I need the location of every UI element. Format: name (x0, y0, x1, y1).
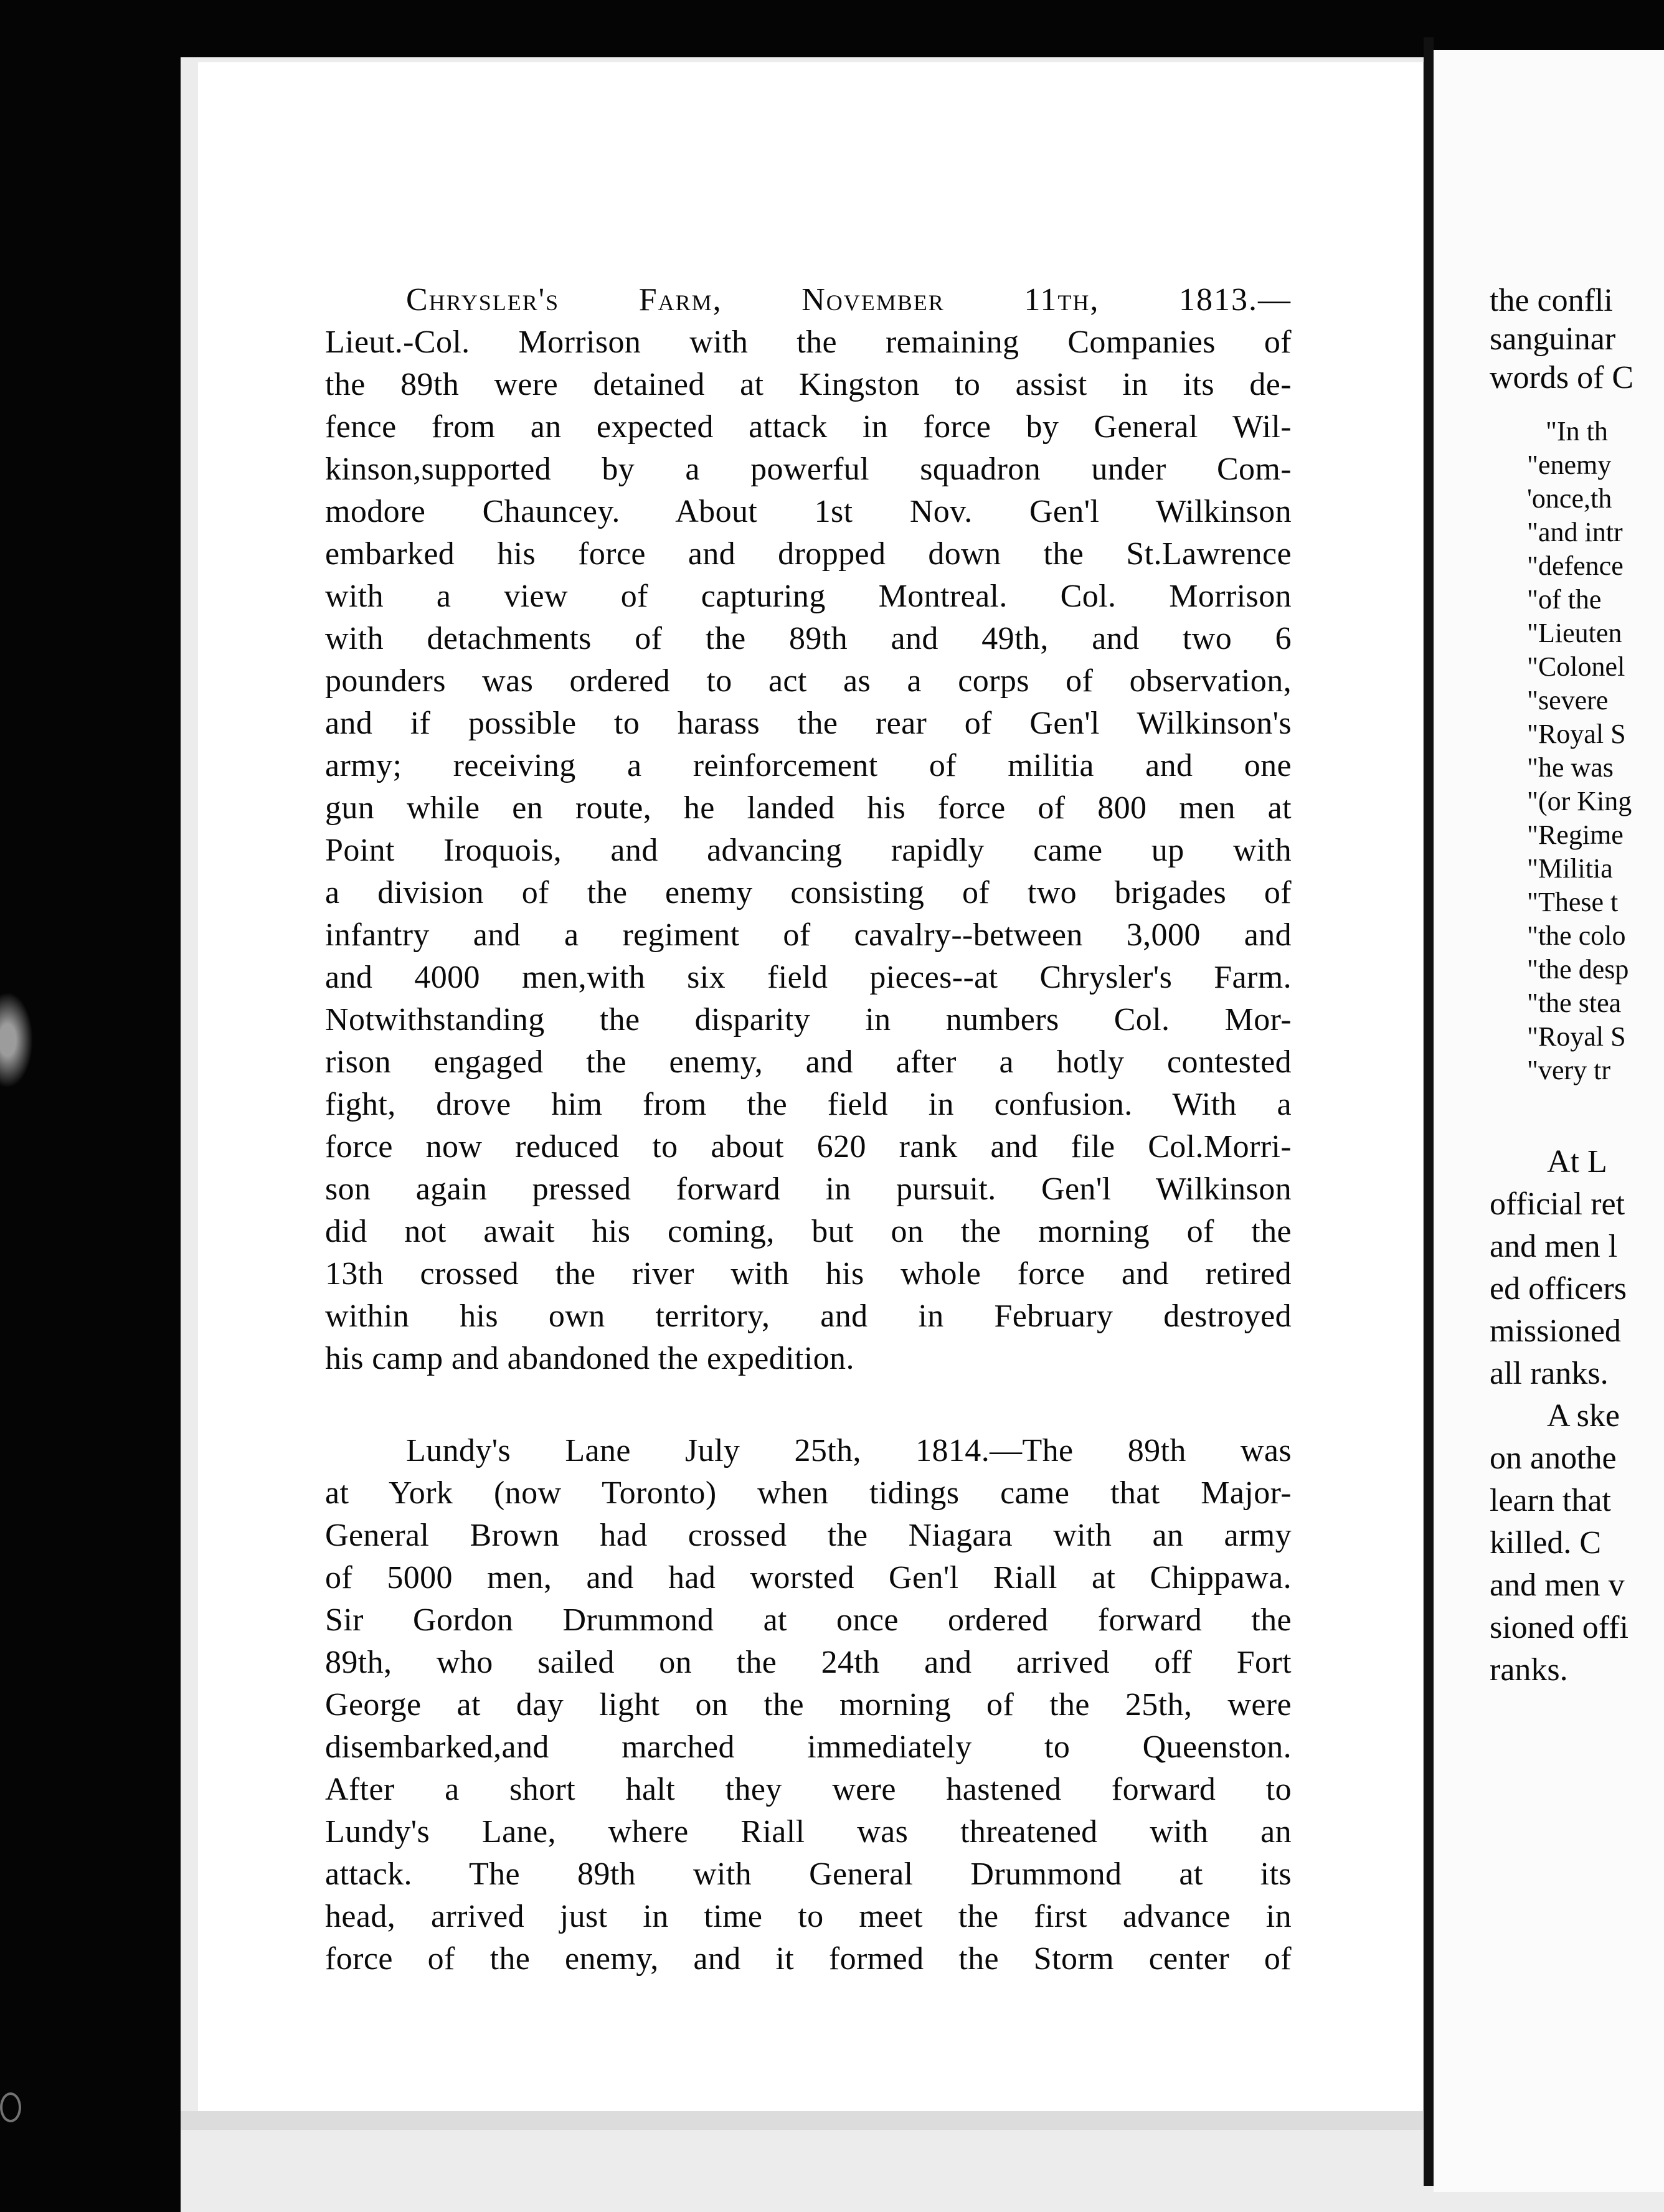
quote-line: "the stea (1527, 988, 1622, 1018)
quote-line: "defence (1527, 551, 1624, 581)
text-line: fence from an expected attack in force by General Wil- (325, 409, 1292, 445)
scan-blot (0, 984, 37, 1096)
text-line: pounders was ordered to act as a corps of observation, (325, 663, 1292, 699)
text-line: force now reduced to about 620 rank and file Col.Morri- (325, 1129, 1292, 1165)
text-line: at York (now Toronto) when tidings came that Major- (325, 1475, 1292, 1511)
text-line: gun while en route, he landed his force of 800 men at (325, 790, 1292, 826)
text-line: Lundy's Lane, where Riall was threatened with an (325, 1814, 1292, 1850)
quote-line: "Regime (1527, 820, 1624, 850)
text-line: 89th, who sailed on the 24th and arrived off Fort (325, 1645, 1292, 1680)
quote-line: "Militia (1527, 853, 1613, 884)
quote-line: "the desp (1527, 954, 1629, 985)
quote-line: "the colo (1527, 920, 1626, 951)
text-line: infantry and a regiment of cavalry--between 3,000 and (325, 917, 1292, 953)
section-chryslers-farm (325, 279, 1292, 1380)
text-line: Lieut.-Col. Morrison with the remaining Companies of (325, 324, 1292, 360)
text-line: and men v (1490, 1567, 1625, 1603)
text-line: a division of the enemy consisting of two brigades of (325, 875, 1292, 910)
text-line: modore Chauncey. About 1st Nov. Gen'l Wilkinson (325, 494, 1292, 529)
quote-line: "Colonel (1527, 651, 1625, 682)
page-bottom-edge (181, 2111, 1432, 2130)
text-line: At L (1547, 1144, 1607, 1179)
text-line: force of the enemy, and it formed the Storm center of (325, 1941, 1292, 1977)
quote-line: "These t (1527, 887, 1619, 917)
text-line: with a view of capturing Montreal. Col. Morrison (325, 579, 1292, 614)
right-page-top-text (1490, 281, 1664, 397)
text-line: A ske (1547, 1398, 1620, 1434)
text-line: within his own territory, and in February destroyed (325, 1298, 1292, 1334)
text-line: all ranks. (1490, 1356, 1609, 1391)
scan-mark (0, 2092, 21, 2122)
text-line: kinson,supported by a powerful squadron under Com- (325, 451, 1292, 487)
quote-line: "Royal S (1527, 1021, 1626, 1052)
text-line: learn that (1490, 1483, 1611, 1518)
text-line: and 4000 men,with six field pieces--at Chrysler's Farm. (325, 960, 1292, 995)
text-line: of 5000 men, and had worsted Gen'l Riall at Chippawa. (325, 1560, 1292, 1595)
text-line: disembarked,and marched immediately to Queenston. (325, 1729, 1292, 1765)
text-line: attack. The 89th with General Drummond at its (325, 1856, 1292, 1892)
quote-line: 'once,th (1527, 483, 1612, 514)
right-page-bottom-text (1490, 1141, 1664, 1691)
text-line: Sir Gordon Drummond at once ordered forward the (325, 1602, 1292, 1638)
text-line: killed. C (1490, 1525, 1602, 1561)
text-line: sanguinar (1490, 321, 1616, 357)
text-line: and men l (1490, 1229, 1618, 1264)
section-heading-line: Lundy's Lane July 25th, 1814.—The 89th was (406, 1433, 1292, 1468)
text-line: with detachments of the 89th and 49th, and two 6 (325, 621, 1292, 656)
quote-line: "(or King (1527, 786, 1632, 816)
quote-line: "he was (1527, 752, 1614, 783)
section-lundys-lane (325, 1430, 1292, 1980)
text-line: George at day light on the morning of the 25th, were (325, 1687, 1292, 1723)
quote-line: "enemy (1527, 450, 1612, 480)
text-line: 13th crossed the river with his whole force and retired (325, 1256, 1292, 1292)
text-line: and if possible to harass the rear of Gen'l Wilkinson's (325, 706, 1292, 741)
section-heading-line: Chrysler's Farm, November 11th, 1813.— (406, 282, 1292, 318)
text-line: head, arrived just in time to meet the first advance in (325, 1899, 1292, 1934)
text-line: fight, drove him from the field in confusion. With a (325, 1087, 1292, 1122)
book-gutter (1424, 37, 1434, 2186)
text-line: After a short halt they were hastened forward to (325, 1772, 1292, 1807)
text-line: on anothe (1490, 1440, 1617, 1476)
quote-line: "Royal S (1527, 719, 1626, 749)
text-line: embarked his force and dropped down the St.Lawrence (325, 536, 1292, 572)
text-line: did not await his coming, but on the morning of the (325, 1214, 1292, 1249)
text-line: sioned offi (1490, 1610, 1629, 1645)
text-line: General Brown had crossed the Niagara with an army (325, 1518, 1292, 1553)
text-line: missioned (1490, 1313, 1621, 1349)
quote-line: "Lieuten (1527, 618, 1622, 648)
quote-line: "very tr (1527, 1055, 1611, 1085)
text-line: ranks. (1490, 1652, 1568, 1688)
text-line: words of C (1490, 360, 1634, 395)
quote-line: "of the (1527, 584, 1602, 615)
text-line: ed officers (1490, 1271, 1627, 1307)
text-line: Point Iroquois, and advancing rapidly came up with (325, 833, 1292, 868)
text-line: official ret (1490, 1186, 1625, 1222)
text-line: his camp and abandoned the expedition. (325, 1341, 854, 1376)
text-line: rison engaged the enemy, and after a hotly contested (325, 1044, 1292, 1080)
quote-line: "severe (1527, 685, 1609, 716)
right-page-quote (1527, 415, 1664, 1087)
text-line: the 89th were detained at Kingston to assist in its de- (325, 367, 1292, 402)
text-line: army; receiving a reinforcement of militia and one (325, 748, 1292, 783)
text-line: Notwithstanding the disparity in numbers Col. Mor- (325, 1002, 1292, 1037)
quote-line: "and intr (1527, 517, 1623, 547)
text-line: son again pressed forward in pursuit. Gen'l Wilkinson (325, 1171, 1292, 1207)
quote-line: "In th (1546, 416, 1608, 447)
text-line: the confli (1490, 283, 1613, 318)
